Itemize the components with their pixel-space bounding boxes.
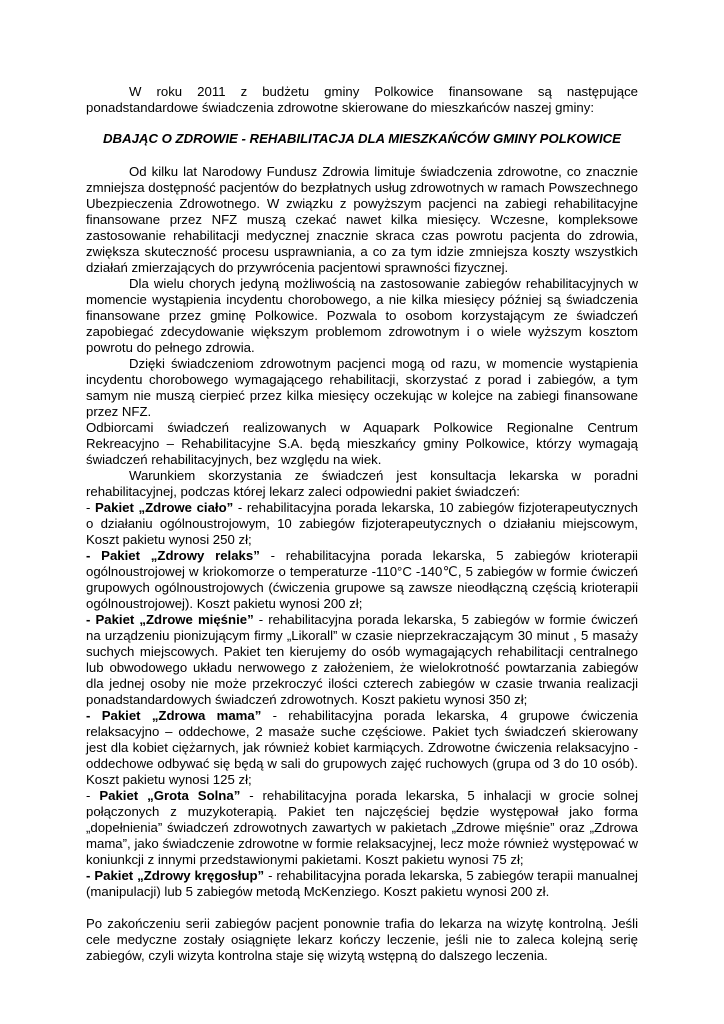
package-description: - rehabilitacyjna porada lekarska, 5 zabiegów krioterapii ogólnoustrojowej w kriokomorze o temperaturze -110°C -140℃, 5 zabiegów w formie ćwiczeń grupowych ogólnoustrojowych (ćwiczenia grupowe są zawsze nieodłączną częścią krioterapii ogólnoustrojowej). Koszt pakietu wynosi 200 zł; (86, 548, 638, 611)
paragraph-gmina-funding: Dla wielu chorych jedyną możliwością na zastosowanie zabiegów rehabilitacyjnych w momencie wystąpienia incydentu chorobowego, a nie kilka miesięcy później są świadczenia finansowane przez gminę Polkowice. Pozwala to osobom korzystającym ze świadczeń zapobiegać zdecydowanie większym problemom zdrowotnym i o wiele wyższym kosztom powrotu do pełnego zdrowia. (86, 276, 638, 355)
paragraph-immediate-care: Dzięki świadczeniom zdrowotnym pacjenci mogą od razu, w momencie wystąpienia incydentu chorobowego wymagającego rehabilitacji, skorzystać z porad i zabiegów, a tym samym nie muszą cierpieć przez kilka miesięcy oczekując w kolejce na zabiegi finansowane przez NFZ. (86, 356, 638, 419)
intro-paragraph: W roku 2011 z budżetu gminy Polkowice finansowane są następujące ponadstandardowe świadczenia zdrowotne skierowane do mieszkańców naszej gminy: (86, 84, 638, 115)
package-prefix: - (86, 868, 95, 883)
closing-paragraph: Po zakończeniu serii zabiegów pacjent ponownie trafia do lekarza na wizytę kontrolną. Jeśli cele medyczne zostały osiągnięte lekarz kończy leczenie, jeśli nie to zaleca kolejną serię zabiegów, czyli wizyta kontrolna staje się wizytą wstępną do dalszego leczenia. (86, 916, 638, 963)
package-description: - rehabilitacyjna porada lekarska, 5 zabiegów terapii manualnej (manipulacji) lub 5 zabiegów metodą McKenziego. Koszt pakietu wynosi 200 zł. (86, 868, 638, 899)
package-name: Pakiet „Zdrowa mama” (101, 708, 262, 723)
paragraph-conditions: Warunkiem skorzystania ze świadczeń jest konsultacja lekarska w poradni rehabilitacyjnej, podczas której lekarz zaleci odpowiedni pakiet świadczeń: (86, 468, 638, 499)
package-description: - rehabilitacyjna porada lekarska, 10 zabiegów fizjoterapeutycznych o działaniu ogólnoustrojowym, 10 zabiegów fizjoterapeutycznych o działaniu miejscowym, Koszt pakietu wynosi 250 zł; (86, 500, 638, 547)
package-prefix: - (86, 500, 96, 515)
package-item (86, 500, 638, 548)
package-item (86, 612, 638, 708)
package-item (86, 708, 638, 788)
package-item (86, 788, 638, 868)
package-name: Pakiet „Zdrowy kręgosłup” (94, 868, 265, 883)
package-description: - rehabilitacyjna porada lekarska, 5 zabiegów w formie ćwiczeń na urządzeniu pionizującym firmy „Likorall” w czasie nieprzekraczającym 30 minut , 5 masaży suchych miejscowych. Pakiet ten kierujemy do osób wymagających rehabilitacji centralnego lub obwodowego układu nerwowego z założeniem, że wielokrotność powtarzania zabiegów dla jednej osoby nie może przekroczyć ilości czterech zabiegów w czasie trwania realizacji ponadstandardowych świadczeń zdrowotnych. Koszt pakietu wynosi 350 zł; (86, 612, 638, 707)
package-prefix: - (86, 708, 102, 723)
package-prefix: - (86, 612, 96, 627)
document-page (86, 84, 638, 964)
package-description: - rehabilitacyjna porada lekarska, 5 inhalacji w grocie solnej połączonych z muzykoterapią. Pakiet ten najczęściej będzie występował jako forma „dopełnienia” świadczeń zdrowotnych zawartych w pakietach „Zdrowe mięśnie” oraz „Zdrowa mama”, jako świadczenie zdrowotne w formie relaksacyjnej, lecz może również występować w koniunkcji z innymi przedstawionymi pakietami. Koszt pakietu wynosi 75 zł; (86, 788, 639, 867)
package-name: Pakiet „Zdrowy relaks” (101, 548, 260, 563)
package-item (86, 868, 638, 900)
package-prefix: - (86, 548, 102, 563)
package-name: Pakiet „Grota Solna” (99, 788, 241, 803)
package-name: Pakiet „Zdrowe mięśnie” (95, 612, 254, 627)
package-description: - rehabilitacyjna porada lekarska, 4 grupowe ćwiczenia relaksacyjno – oddechowe, 2 masaże suche częściowe. Pakiet tych świadczeń skierowany jest dla kobiet ciężarnych, jak również kobiet karmiących. Zdrowotne ćwiczenia relaksacyjno - oddechowe odbywać się będą w sali do grupowych zajęć ruchowych (grupa od 3 do 10 osób). Koszt pakietu wynosi 125 zł; (86, 708, 638, 787)
package-item (86, 548, 638, 612)
paragraph-spacer (86, 900, 638, 916)
paragraph-recipients: Odbiorcami świadczeń realizowanych w Aquapark Polkowice Regionalne Centrum Rekreacyjno – Rehabilitacyjne S.A. będą mieszkańcy gminy Polkowice, którzy wymagają świadczeń rehabilitacyjnych, bez względu na wiek. (86, 420, 638, 467)
paragraph-nfz-limits: Od kilku lat Narodowy Fundusz Zdrowia limituje świadczenia zdrowotne, co znacznie zmniejsza dostępność pacjentów do bezpłatnych usług zdrowotnych w ramach Powszechnego Ubezpieczenia Zdrowotnego. W związku z powyższym pacjenci na zabiegi rehabilitacyjne finansowane przez NFZ muszą czekać nawet kilka miesięcy. Wczesne, kompleksowe zastosowanie rehabilitacji medycznej znacznie skraca czas powrotu pacjenta do zdrowia, zwiększa skuteczność procesu usprawniania, a co za tym idzie zmniejsza koszty wszystkich działań zmierzających do przywrócenia pacjentowi sprawności fizycznej. (86, 164, 638, 275)
section-heading: DBAJĄC O ZDROWIE - REHABILITACJA DLA MIESZKAŃCÓW GMINY POLKOWICE (103, 131, 621, 146)
package-prefix: - (86, 788, 100, 803)
package-name: Pakiet „Zdrowe ciało” (95, 500, 234, 515)
